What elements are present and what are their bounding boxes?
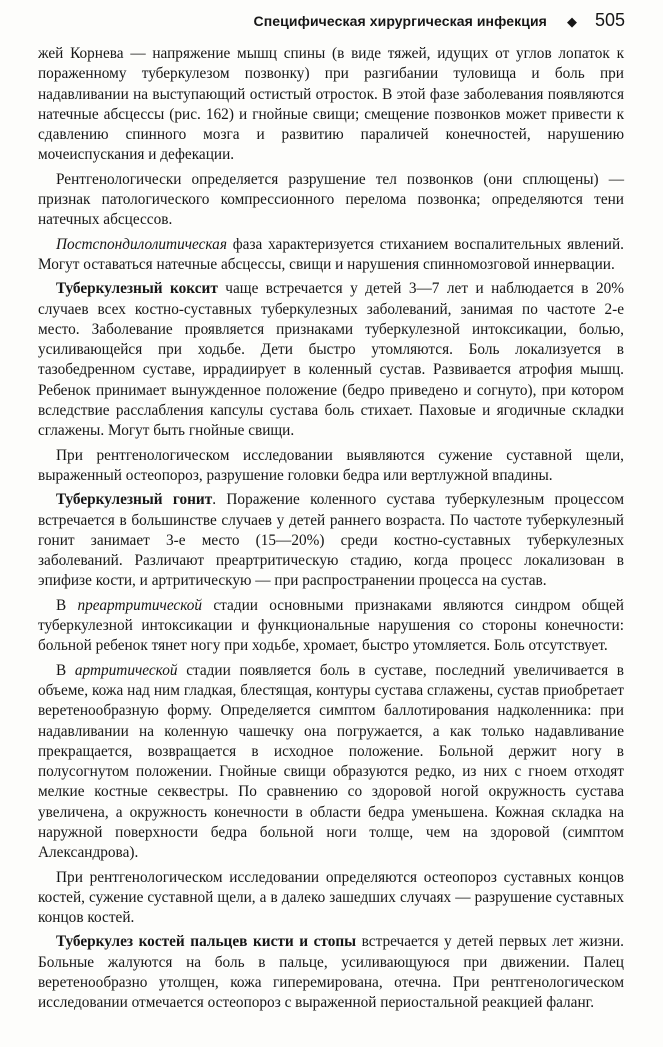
paragraph — [38, 170, 624, 231]
paragraph — [38, 44, 624, 166]
text-run: При рентгенологическом исследовании выявляются сужение суставной щели, выраженный остеопороз, разрушение головки бедра или вертлужной впадины. — [38, 446, 624, 484]
running-title: Специфическая хирургическая инфекция — [253, 13, 547, 29]
text-run: стадии появляется боль в суставе, последний увеличивается в объеме, кожа над ним гладкая, блестящая, контуры сустава сглажены, сустав приобретает веретенообразную форму. Определяется симптом баллотирования надколенника: при надавливании на коленную чашечку она погружается, а как только надавливание прекращается, возвращается в исходное положение. Больной держит ногу в полусогнутом положении. Гнойные свищи образуются редко, из них с гноем отходят мелкие костные секвестры. По сравнению со здоровой ногой окружность сустава увеличена, а окружность конечности в области бедра уменьшена. Кожная складка на наружной поверхности бедра больной ноги толще, чем на здоровой (симптом Александрова). — [38, 661, 624, 862]
diamond-icon: ◆ — [566, 14, 577, 29]
text-run: В — [56, 596, 78, 614]
paragraph — [38, 932, 624, 1013]
text-run: жей Корнева — напряжение мышц спины (в виде тяжей, идущих от углов лопаток к пораженному туберкулезом позвонку) при разгибании туловища и боль при надавливании на выступающий остистый отросток. В этой фазе заболевания появляются натечные абсцессы (рис. 162) и гнойные свищи; смещение позвонков может привести к сдавлению спинного мозга и развитию параличей конечностей, нарушению мочеиспускания и дефекации. — [38, 45, 624, 164]
text-run: чаще встречается у детей 3—7 лет и наблюдается в 20% случаев всех костно-суставных туберкулезных заболеваний, занимая по частоте 2-е место. Заболевание проявляется признаками туберкулезной интоксикации, болью, усиливающейся при ходьбе. Дети быстро утомляются. Боль локализуется в тазобедренном суставе, иррадиирует в коленный сустав. Развивается атрофия мышц. Ребенок принимает вынужденное положение (бедро приведено и согнуто), при котором вследствие расслабления капсулы сустава боль стихает. Паховые и ягодичные складки сглажены. Могут быть гнойные свищи. — [38, 280, 624, 440]
running-head — [40, 10, 625, 32]
bold-term: Туберкулезный коксит — [56, 280, 218, 298]
text-run: Рентгенологически определяется разрушение тел позвонков (они сплющены) — признак патологического компрессионного перелома позвонка; определяются тени натечных абсцессов. — [38, 170, 624, 229]
bold-term: Туберкулез костей пальцев кисти и стопы — [56, 933, 357, 951]
text-run: стадии основными признаками являются синдром общей туберкулезной интоксикации и функциональные нарушения со стороны конечности: больной ребенок тянет ногу при ходьбе, хромает, быстро утомляется. Боль отсутствует. — [38, 596, 624, 655]
text-run: В — [56, 661, 75, 679]
italic-term: преартритической — [77, 596, 203, 614]
paragraph — [38, 661, 624, 864]
italic-term: артритической — [74, 661, 178, 679]
text-run: . Поражение коленного сустава туберкулезным процессом встречается в большинстве случаев у детей раннего возраста. По частоте туберкулезный гонит занимает 3-е место (15—20%) среди костно-суставных туберкулезных заболеваний. Различают преартритическую стадию, когда процесс локализован в эпифизе кости, и артритическую — при распространении процесса на сустав. — [38, 491, 625, 590]
text-run: фаза характеризуется стиханием воспалительных явлений. Могут оставаться натечные абсцессы, свищи и нарушения спинномозговой иннервации. — [38, 235, 624, 273]
paragraph — [38, 490, 624, 591]
paragraph — [38, 235, 624, 276]
paragraph — [38, 279, 624, 441]
page-number: 505 — [594, 10, 625, 30]
text-run: При рентгенологическом исследовании определяются остеопороз суставных концов костей, сужение суставной щели, а в далеко зашедших случаях — разрушение суставных концов костей. — [38, 868, 624, 927]
italic-term: Постспондилолитическая — [56, 235, 227, 253]
text-run: встречается у детей первых лет жизни. Больные жалуются на боль в пальце, усиливающуюся при движении. Палец веретенообразно утолщен, кожа гиперемирована, отечна. При рентгенологическом исследовании отмечается остеопороз с выраженной периостальной реакцией фаланг. — [38, 933, 624, 1012]
body-text — [38, 44, 624, 1018]
paragraph — [38, 446, 624, 487]
paragraph — [38, 868, 624, 929]
bold-term: Туберкулезный гонит — [56, 491, 213, 509]
paragraph — [38, 596, 624, 657]
